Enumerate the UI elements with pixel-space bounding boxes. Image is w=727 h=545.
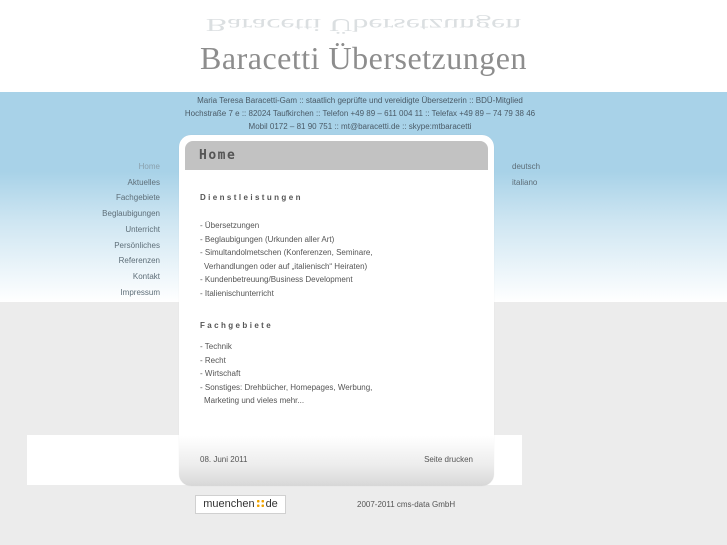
logo-reflection: Baracetti Übersetzungen <box>205 15 522 35</box>
content-panel <box>179 135 494 486</box>
copyright: 2007-2011 cms-data GmbH <box>357 500 456 509</box>
print-page-link[interactable]: Seite drucken <box>424 455 473 464</box>
contact-line-3: Mobil 0172 – 81 90 751 :: mt@baracetti.de :: skype:mtbaracetti <box>248 122 472 131</box>
main-nav <box>60 159 160 300</box>
badge-text-left: muenchen <box>203 498 255 510</box>
list-item: - Simultandolmetschen (Konferenzen, Seminare, <box>200 248 373 257</box>
nav-item-kontakt[interactable]: Kontakt <box>132 271 160 281</box>
list-item: - Beglaubigungen (Urkunden aller Art) <box>200 234 335 244</box>
panel-header <box>185 141 488 170</box>
list-item: - Kundenbetreuung/Business Development <box>200 275 353 284</box>
fields-list <box>200 340 372 408</box>
contact-line-2: Hochstraße 7 e :: 82024 Taufkirchen :: Telefon +49 89 – 611 004 11 :: Telefax +49 89 – 74 79 38 46 <box>184 109 536 118</box>
language-switcher <box>512 159 540 190</box>
list-item: - Technik <box>200 342 232 351</box>
badge-text-right: de <box>265 498 278 510</box>
logo-text: Baracetti Übersetzungen <box>200 40 527 76</box>
nav-item-aktuelles[interactable]: Aktuelles <box>127 177 160 187</box>
section-title-services: Dienstleistungen <box>200 193 303 202</box>
nav-item-referenzen[interactable]: Referenzen <box>118 256 160 266</box>
list-item: - Wirtschaft <box>200 369 241 378</box>
lang-italiano[interactable]: italiano <box>512 177 538 187</box>
list-item: - Italienischunterricht <box>200 288 274 298</box>
list-item: - Recht <box>200 355 226 365</box>
section-title-fields: Fachgebiete <box>200 321 274 330</box>
nav-item-unterricht[interactable]: Unterricht <box>125 224 160 234</box>
services-list <box>200 219 373 300</box>
nav-item-fachgebiete[interactable]: Fachgebiete <box>115 193 160 203</box>
last-updated-date: 08. Juni 2011 <box>200 455 248 464</box>
dots-icon <box>256 499 265 508</box>
nav-item-home[interactable]: Home <box>138 162 160 171</box>
page-title: Home <box>199 148 237 163</box>
lang-deutsch[interactable]: deutsch <box>512 162 541 171</box>
muenchen-de-badge[interactable] <box>195 495 286 514</box>
nav-item-beglaubigungen[interactable]: Beglaubigungen <box>102 209 160 219</box>
contact-line-1: Maria Teresa Baracetti-Gam :: staatlich geprüfte und vereidigte Übersetzerin :: BDÜ-Mitglied <box>197 96 523 105</box>
list-item: Marketing und vieles mehr... <box>204 396 305 405</box>
list-item: - Übersetzungen <box>200 221 260 230</box>
nav-item-impressum[interactable]: Impressum <box>120 287 160 297</box>
nav-item-persoenliches[interactable]: Persönliches <box>114 240 160 250</box>
site-logo[interactable] <box>0 38 727 78</box>
list-item: Verhandlungen oder auf „italienisch“ Heiraten) <box>204 261 368 271</box>
list-item: - Sonstiges: Drehbücher, Homepages, Werbung, <box>200 382 373 392</box>
